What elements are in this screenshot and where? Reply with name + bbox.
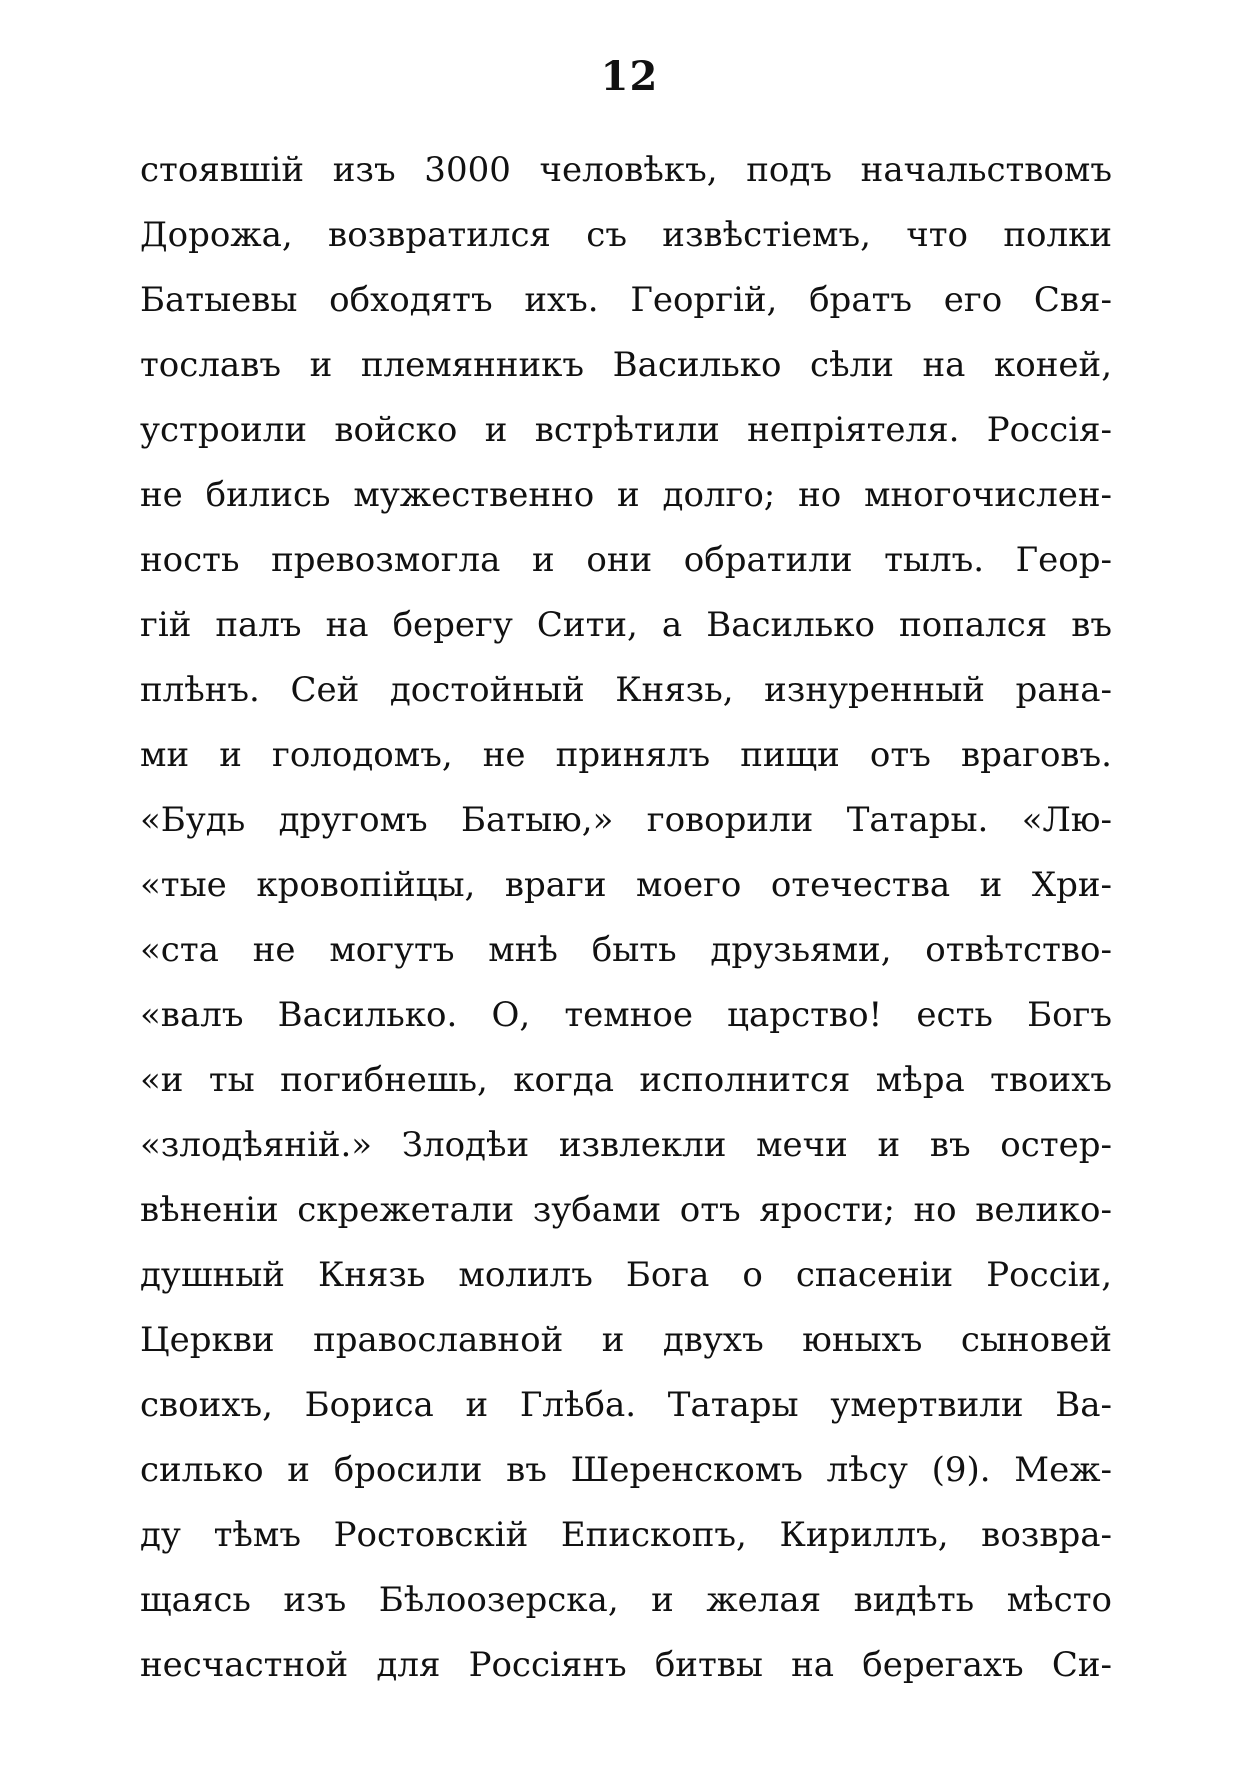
text-line: гій палъ на берегу Сити, а Василько попался въ [140, 605, 1112, 645]
text-line: ность превозмогла и они обратили тылъ. Геор- [140, 540, 1112, 580]
text-line: вѣненіи скрежетали зубами отъ ярости; но велико- [140, 1190, 1112, 1230]
text-line: не бились мужественно и долго; но многочислен- [140, 475, 1112, 515]
text-line: «Будь другомъ Батыю,» говорили Татары. «Лю- [140, 800, 1112, 840]
text-line: «валъ Василько. О, темное царство! есть Богъ [140, 995, 1112, 1035]
text-line: ду тѣмъ Ростовскій Епископъ, Кириллъ, возвра- [140, 1515, 1112, 1555]
text-line: «и ты погибнешь, когда исполнится мѣра твоихъ [140, 1060, 1112, 1100]
text-line: «ста не могутъ мнѣ быть друзьями, отвѣтство- [140, 930, 1112, 970]
text-line: плѣнъ. Сей достойный Князь, изнуренный рана- [140, 670, 1112, 710]
page-number: 12 [600, 53, 659, 100]
text-line: своихъ, Бориса и Глѣба. Татары умертвили Ва- [140, 1385, 1112, 1425]
text-line: тославъ и племянникъ Василько сѣли на коней, [140, 345, 1112, 385]
text-line: Церкви православной и двухъ юныхъ сыновей [140, 1320, 1112, 1360]
text-line: душный Князь молилъ Бога о спасеніи Россіи, [140, 1255, 1112, 1295]
text-line: «злодѣяній.» Злодѣи извлекли мечи и въ остер- [140, 1125, 1112, 1165]
text-line: несчастной для Россіянъ битвы на берегахъ Си- [140, 1645, 1112, 1685]
body-text [140, 138, 1112, 1698]
text-line: силько и бросили въ Шеренскомъ лѣсу (9). Меж- [140, 1450, 1112, 1490]
text-line: щаясь изъ Бѣлоозерска, и желая видѣть мѣсто [140, 1580, 1112, 1620]
text-line: устроили войско и встрѣтили непріятеля. Россія- [140, 410, 1112, 450]
text-line: Батыевы обходятъ ихъ. Георгій, братъ его Свя- [140, 280, 1112, 320]
text-line: «тые кровопійцы, враги моего отечества и Хри- [140, 865, 1112, 905]
text-line: Дорожа, возвратился съ извѣстіемъ, что полки [140, 215, 1112, 255]
text-line: стоявшій изъ 3000 человѣкъ, подъ начальствомъ [140, 150, 1112, 190]
text-line: ми и голодомъ, не принялъ пищи отъ враговъ. [140, 735, 1112, 775]
